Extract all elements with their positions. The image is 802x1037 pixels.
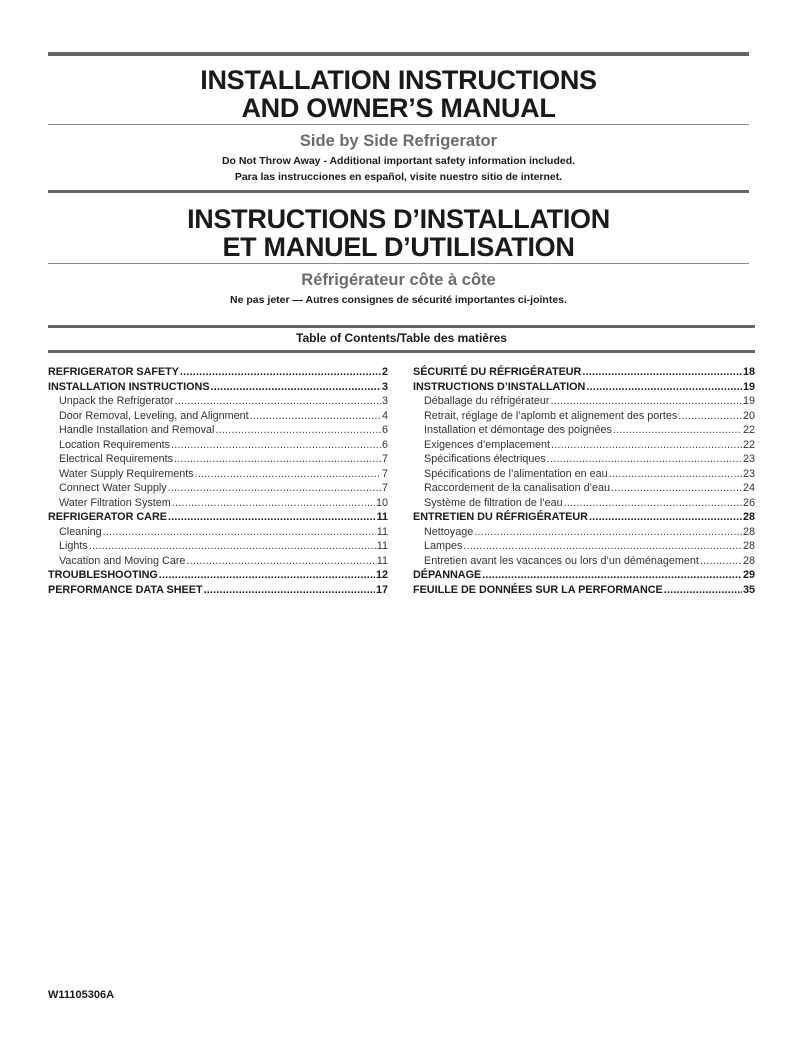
toc-entry[interactable]: [48, 525, 388, 540]
toc-dot-leader: [664, 583, 742, 598]
toc-entry-label: PERFORMANCE DATA SHEET: [48, 583, 203, 596]
toc-entry-page-number: 17: [375, 583, 388, 596]
toc-dot-leader: [582, 365, 742, 380]
toc-entry-page-number: 11: [376, 554, 388, 567]
toc-entry[interactable]: [413, 380, 755, 395]
english-subtitle: Side by Side Refrigerator: [299, 132, 498, 150]
toc-entry[interactable]: [413, 365, 755, 380]
toc-entry-page-number: 10: [375, 496, 388, 509]
toc-entry[interactable]: [413, 409, 755, 424]
toc-entry[interactable]: [48, 438, 388, 453]
english-note-spanish: Para las instrucciones en español, visite nuestro sitio de internet.: [234, 171, 563, 183]
toc-entry[interactable]: [413, 452, 755, 467]
toc-entry-label: REFRIGERATOR CARE: [48, 511, 167, 523]
toc-entry-page-number: 24: [742, 482, 755, 494]
toc-entry-label: Cleaning: [59, 525, 102, 538]
toc-entry[interactable]: [48, 423, 388, 438]
toc-entry[interactable]: [413, 539, 755, 554]
toc-dot-leader: [204, 583, 375, 598]
toc-entry-page-number: 35: [742, 583, 755, 596]
toc-entry[interactable]: [48, 481, 388, 496]
toc-entry-label: Raccordement de la canalisation d’eau: [424, 482, 611, 494]
toc-dot-leader: [463, 539, 742, 554]
toc-entry[interactable]: [48, 467, 388, 482]
toc-entry-page-number: 26: [742, 496, 755, 509]
toc-dot-leader: [678, 409, 742, 424]
toc-dot-leader: [474, 525, 742, 540]
toc-entry-label: Vacation and Moving Care: [59, 554, 186, 567]
toc-entry[interactable]: [413, 438, 755, 453]
toc-entry-label: FEUILLE DE DONNÉES SUR LA PERFORMANCE: [413, 583, 663, 596]
toc-dot-leader: [550, 394, 742, 409]
toc-dot-leader: [171, 438, 381, 453]
toc-top-rule: [48, 325, 755, 328]
toc-entry-label: INSTALLATION INSTRUCTIONS: [48, 380, 210, 393]
toc-entry-label: Handle Installation and Removal: [59, 424, 215, 436]
toc-bottom-rule: [48, 350, 755, 353]
toc-entry-label: Exigences d’emplacement: [424, 438, 551, 451]
toc-entry-page-number: 19: [742, 395, 755, 407]
toc-entry-page-number: 12: [375, 569, 388, 581]
toc-entry-page-number: 23: [742, 453, 755, 465]
toc-entry[interactable]: [48, 583, 388, 598]
toc-entry-page-number: 22: [742, 424, 755, 436]
toc-entry[interactable]: [413, 467, 755, 482]
english-title-divider: [48, 124, 749, 125]
toc-entry[interactable]: [413, 394, 755, 409]
english-title-block: [48, 66, 749, 122]
toc-dot-leader: [613, 423, 742, 438]
toc-dot-leader: [586, 380, 742, 395]
toc-entry-page-number: 3: [381, 380, 388, 393]
toc-entry-label: Water Filtration System: [59, 496, 171, 509]
toc-entry[interactable]: [413, 481, 755, 496]
french-top-rule: [48, 190, 749, 193]
toc-entry-label: Nettoyage: [424, 525, 474, 538]
toc-entry-label: Connect Water Supply: [59, 482, 167, 494]
toc-dot-leader: [589, 510, 742, 525]
toc-entry-label: Spécifications électriques: [424, 453, 546, 465]
toc-entry-page-number: 28: [742, 525, 755, 538]
toc-entry[interactable]: [48, 554, 388, 569]
toc-dot-leader: [700, 554, 742, 569]
toc-entry[interactable]: [413, 568, 755, 583]
toc-dot-leader: [564, 496, 742, 511]
toc-entry-label: Déballage du réfrigérateur: [424, 395, 550, 407]
french-subtitle: Réfrigérateur côte à côte: [301, 271, 496, 289]
french-title-line2: ET MANUEL D’UTILISATION: [222, 232, 575, 262]
toc-entry-page-number: 11: [376, 540, 388, 552]
toc-entry[interactable]: [48, 510, 388, 525]
toc-entry[interactable]: [48, 380, 388, 395]
toc-entry-label: Système de filtration de l’eau: [424, 496, 563, 509]
toc-entry-label: Retrait, réglage de l’aplomb et alignement des portes: [424, 409, 678, 422]
toc-dot-leader: [168, 481, 381, 496]
toc-entry-label: Lights: [59, 540, 88, 552]
toc-entry[interactable]: [413, 554, 755, 569]
toc-entry-page-number: 3: [381, 395, 388, 407]
toc-entry-label: Installation et démontage des poignées: [424, 424, 612, 436]
toc-entry-page-number: 11: [376, 525, 388, 538]
toc-entry-label: Lampes: [424, 540, 463, 552]
toc-entry-page-number: 7: [381, 453, 388, 465]
toc-entry-label: Entretien avant les vacances ou lors d’un déménagement: [424, 554, 699, 567]
toc-dot-leader: [215, 423, 381, 438]
english-subtitle-block: [48, 131, 749, 185]
french-subtitle-block: [48, 270, 749, 308]
toc-heading: Table of Contents/Table des matières: [296, 331, 507, 345]
toc-dot-leader: [103, 525, 376, 540]
toc-dot-leader: [89, 539, 376, 554]
toc-entry-page-number: 28: [742, 540, 755, 552]
toc-dot-leader: [172, 496, 375, 511]
toc-dot-leader: [186, 554, 375, 569]
english-title-line2: AND OWNER’S MANUAL: [241, 93, 556, 123]
english-note-safety: Do Not Throw Away - Additional important safety information included.: [221, 155, 576, 167]
toc-entry-label: Door Removal, Leveling, and Alignment: [59, 409, 249, 422]
toc-english-column: [48, 365, 388, 597]
toc-entry[interactable]: [413, 423, 755, 438]
toc-entry-label: Unpack the Refrigerator: [59, 395, 174, 407]
toc-dot-leader: [609, 467, 742, 482]
toc-entry-page-number: 23: [742, 467, 755, 480]
toc-entry[interactable]: [48, 568, 388, 583]
toc-entry-page-number: 2: [381, 366, 388, 378]
toc-entry-label: Spécifications de l’alimentation en eau: [424, 467, 608, 480]
toc-entry-label: ENTRETIEN DU RÉFRIGÉRATEUR: [413, 511, 588, 523]
toc-entry[interactable]: [413, 496, 755, 511]
toc-dot-leader: [547, 452, 742, 467]
toc-dot-leader: [175, 394, 381, 409]
toc-dot-leader: [168, 510, 376, 525]
french-title-line1: INSTRUCTIONS D’INSTALLATION: [187, 204, 610, 234]
toc-entry-label: DÉPANNAGE: [413, 569, 482, 581]
toc-entry[interactable]: [48, 365, 388, 380]
toc-dot-leader: [211, 380, 381, 395]
toc-entry-label: INSTRUCTIONS D’INSTALLATION: [413, 380, 586, 393]
toc-entry-page-number: 4: [381, 409, 388, 422]
toc-entry-page-number: 22: [742, 438, 755, 451]
toc-entry-label: Water Supply Requirements: [59, 467, 194, 480]
document-number: W11105306A: [48, 989, 115, 1001]
top-rule: [48, 52, 749, 56]
toc-entry[interactable]: [48, 496, 388, 511]
french-title-divider: [48, 263, 749, 264]
toc-entry[interactable]: [48, 394, 388, 409]
toc-entry-label: TROUBLESHOOTING: [48, 569, 158, 581]
toc-entry-page-number: 28: [742, 554, 755, 567]
toc-entry-page-number: 20: [742, 409, 755, 422]
toc-entry[interactable]: [48, 539, 388, 554]
toc-entry-page-number: 6: [381, 438, 388, 451]
toc-entry[interactable]: [413, 525, 755, 540]
english-title-line1: INSTALLATION INSTRUCTIONS: [200, 65, 597, 95]
toc-dot-leader: [551, 438, 742, 453]
toc-entry-page-number: 18: [742, 366, 755, 378]
toc-dot-leader: [611, 481, 742, 496]
toc-entry-page-number: 6: [381, 424, 388, 436]
toc-entry[interactable]: [48, 409, 388, 424]
toc-entry-page-number: 7: [381, 482, 388, 494]
toc-dot-leader: [195, 467, 381, 482]
toc-entry-label: Location Requirements: [59, 438, 171, 451]
toc-french-column: [413, 365, 755, 597]
toc-entry-label: SÉCURITÉ DU RÉFRIGÉRATEUR: [413, 366, 582, 378]
toc-dot-leader: [174, 452, 381, 467]
toc-entry-page-number: 28: [742, 511, 755, 523]
toc-dot-leader: [159, 568, 375, 583]
toc-entry-page-number: 7: [381, 467, 388, 480]
toc-entry-label: REFRIGERATOR SAFETY: [48, 366, 179, 378]
toc-dot-leader: [250, 409, 381, 424]
toc-entry-page-number: 29: [742, 569, 755, 581]
toc-entry-page-number: 11: [376, 511, 388, 523]
toc-entry-page-number: 19: [742, 380, 755, 393]
french-note-safety: Ne pas jeter — Autres consignes de sécurité importantes ci-jointes.: [230, 294, 567, 306]
toc-entry[interactable]: [413, 510, 755, 525]
toc-dot-leader: [180, 365, 381, 380]
toc-dot-leader: [482, 568, 742, 583]
toc-entry-label: Electrical Requirements: [59, 453, 174, 465]
french-title-block: [48, 205, 749, 261]
toc-entry[interactable]: [48, 452, 388, 467]
toc-entry[interactable]: [413, 583, 755, 598]
